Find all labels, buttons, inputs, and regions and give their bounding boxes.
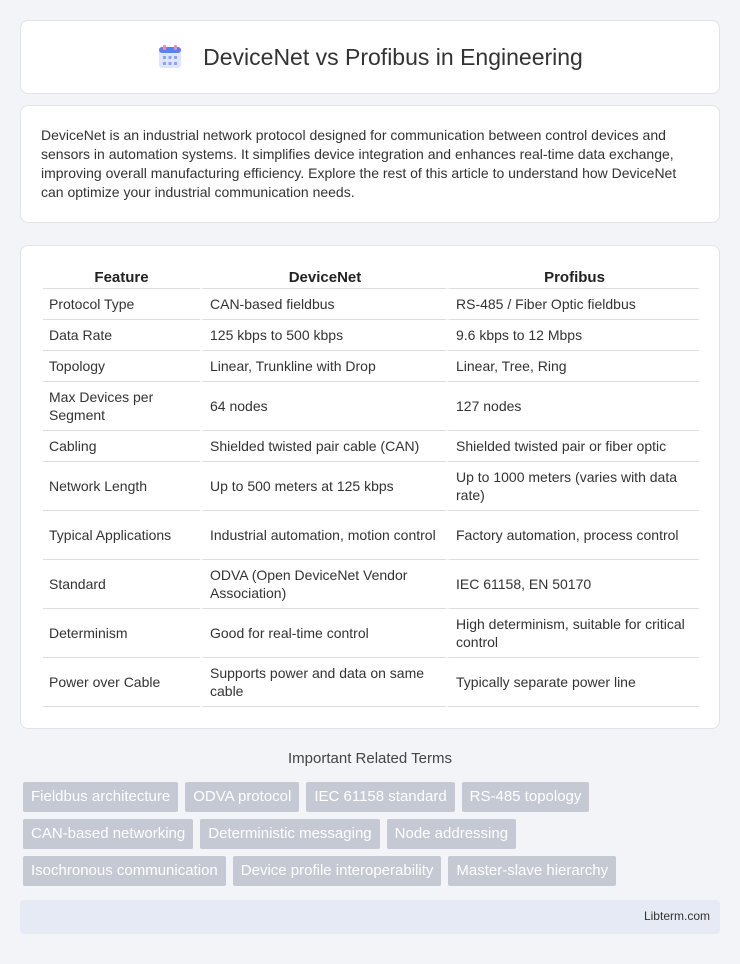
table-cell: Topology bbox=[43, 351, 200, 382]
related-term-tag[interactable]: Deterministic messaging bbox=[200, 819, 379, 849]
related-term-tag[interactable]: Node addressing bbox=[387, 819, 516, 849]
table-cell: Industrial automation, motion control bbox=[200, 511, 446, 560]
table-cell: ODVA (Open DeviceNet Vendor Association) bbox=[200, 560, 446, 609]
footer-brand-link[interactable]: Libterm.com bbox=[643, 909, 710, 923]
comparison-table bbox=[43, 266, 699, 707]
table-cell: Cabling bbox=[43, 431, 200, 462]
document-calendar-icon bbox=[157, 44, 183, 70]
table-cell: Power over Cable bbox=[43, 658, 200, 707]
table-row bbox=[43, 431, 699, 462]
table-cell: Factory automation, process control bbox=[446, 511, 699, 560]
table-row bbox=[43, 560, 699, 609]
table-cell: 9.6 kbps to 12 Mbps bbox=[446, 320, 699, 351]
table-header-row bbox=[43, 266, 699, 289]
table-row bbox=[43, 462, 699, 511]
table-cell: High determinism, suitable for critical control bbox=[446, 609, 699, 658]
table-cell: Data Rate bbox=[43, 320, 200, 351]
table-cell: 64 nodes bbox=[200, 382, 446, 431]
related-term-tag[interactable]: Fieldbus architecture bbox=[23, 782, 178, 812]
table-cell: CAN-based fieldbus bbox=[200, 289, 446, 320]
table-cell: Shielded twisted pair or fiber optic bbox=[446, 431, 699, 462]
table-cell: Determinism bbox=[43, 609, 200, 658]
footer bbox=[20, 900, 720, 934]
table-cell: Linear, Trunkline with Drop bbox=[200, 351, 446, 382]
table-cell: Good for real-time control bbox=[200, 609, 446, 658]
intro-card bbox=[20, 105, 720, 223]
table-cell: Up to 1000 meters (varies with data rate) bbox=[446, 462, 699, 511]
related-terms-title: Important Related Terms bbox=[288, 750, 452, 767]
related-term-tag[interactable]: Isochronous communication bbox=[23, 856, 226, 886]
comparison-table-card bbox=[20, 245, 720, 729]
table-row bbox=[43, 351, 699, 382]
page-title: DeviceNet vs Profibus in Engineering bbox=[203, 43, 583, 70]
table-cell: Typical Applications bbox=[43, 511, 200, 560]
related-term-tag[interactable]: CAN-based networking bbox=[23, 819, 193, 849]
table-cell: Up to 500 meters at 125 kbps bbox=[200, 462, 446, 511]
table-row bbox=[43, 658, 699, 707]
column-header-profibus: Profibus bbox=[446, 266, 699, 289]
table-cell: Supports power and data on same cable bbox=[200, 658, 446, 707]
table-cell: 125 kbps to 500 kbps bbox=[200, 320, 446, 351]
table-cell: Linear, Tree, Ring bbox=[446, 351, 699, 382]
table-cell: RS-485 / Fiber Optic fieldbus bbox=[446, 289, 699, 320]
table-row bbox=[43, 382, 699, 431]
table-cell: Protocol Type bbox=[43, 289, 200, 320]
column-header-feature: Feature bbox=[43, 266, 200, 289]
related-term-tag[interactable]: Device profile interoperability bbox=[233, 856, 442, 886]
table-row bbox=[43, 289, 699, 320]
related-term-tag[interactable]: RS-485 topology bbox=[462, 782, 590, 812]
table-cell: 127 nodes bbox=[446, 382, 699, 431]
header-card bbox=[20, 20, 720, 94]
table-row bbox=[43, 320, 699, 351]
table-cell: Max Devices per Segment bbox=[43, 382, 200, 431]
column-header-devicenet: DeviceNet bbox=[200, 266, 446, 289]
table-cell: IEC 61158, EN 50170 bbox=[446, 560, 699, 609]
table-cell: Network Length bbox=[43, 462, 200, 511]
related-term-tag[interactable]: ODVA protocol bbox=[185, 782, 299, 812]
table-cell: Standard bbox=[43, 560, 200, 609]
related-term-tag[interactable]: IEC 61158 standard bbox=[306, 782, 454, 812]
table-cell: Typically separate power line bbox=[446, 658, 699, 707]
table-row bbox=[43, 511, 699, 560]
intro-text: DeviceNet is an industrial network protocol designed for communication between control devices and sensors in automation systems. It simplifies device integration and enhances real-time data exchange, improving overall manufacturing efficiency. Explore the rest of this article to understand how DeviceNet can optimize your industrial communication needs. bbox=[41, 127, 677, 200]
table-cell: Shielded twisted pair cable (CAN) bbox=[200, 431, 446, 462]
related-terms-list bbox=[23, 782, 723, 886]
related-term-tag[interactable]: Master-slave hierarchy bbox=[448, 856, 616, 886]
table-row bbox=[43, 609, 699, 658]
